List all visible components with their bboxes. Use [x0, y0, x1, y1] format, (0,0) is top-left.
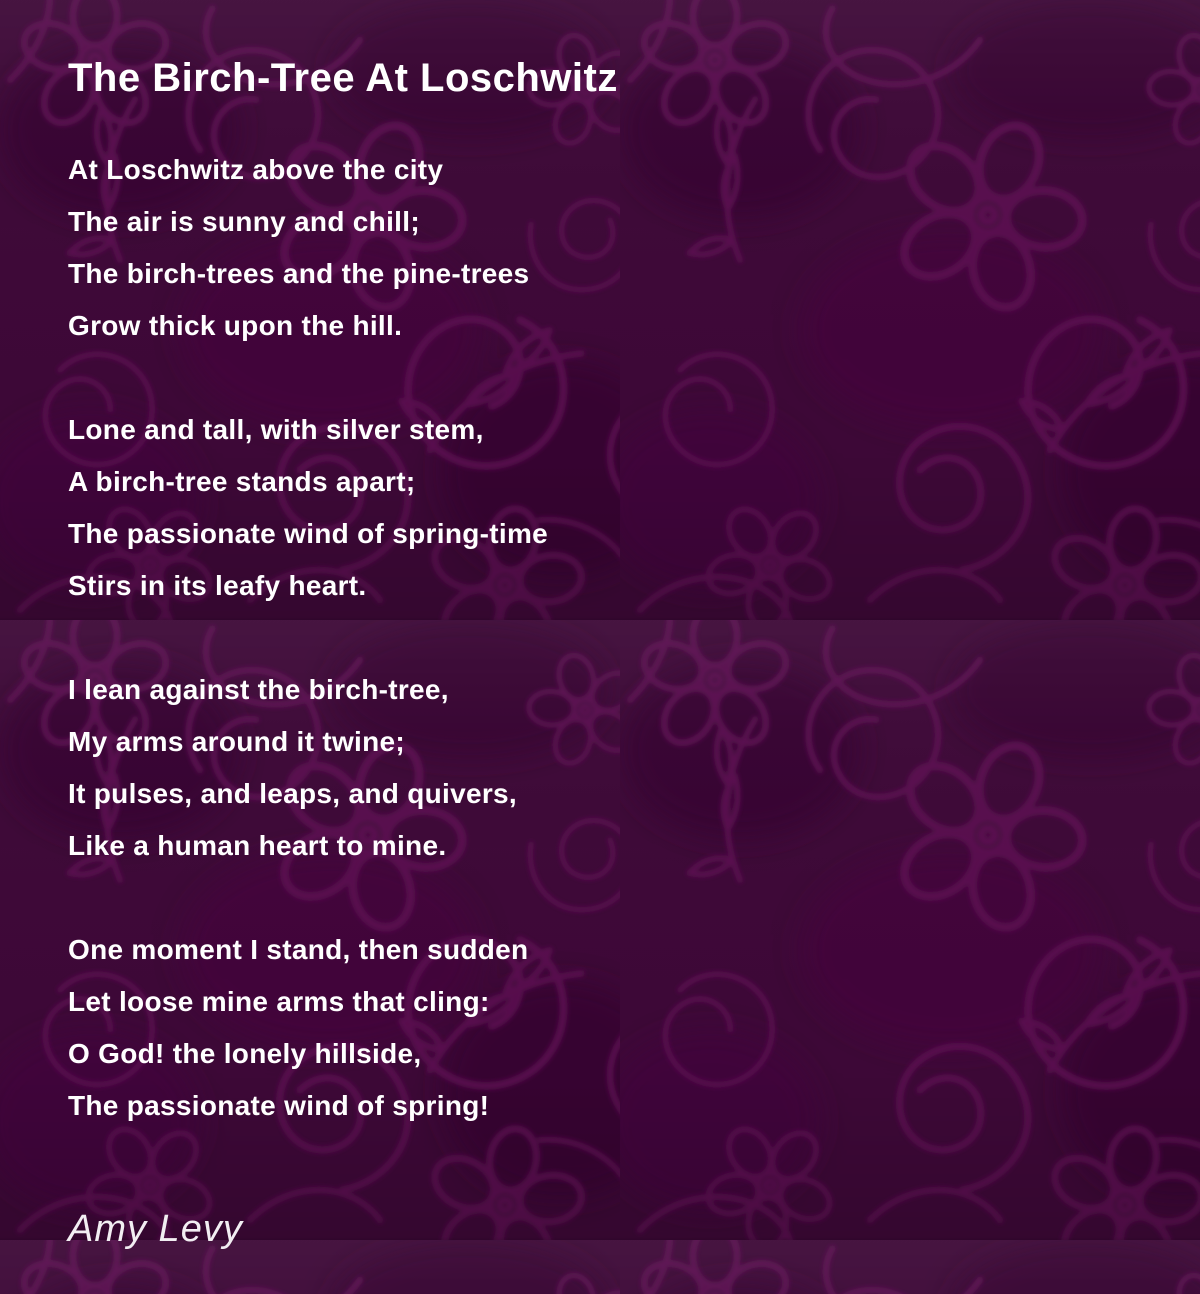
poem-line: Let loose mine arms that cling: [68, 986, 490, 1017]
poem-line: Lone and tall, with silver stem, [68, 414, 484, 445]
poem-line: Grow thick upon the hill. [68, 310, 403, 341]
stanza-4 [68, 924, 1160, 1132]
poem-line: It pulses, and leaps, and quivers, [68, 778, 517, 809]
poem-title: The Birch-Tree At Loschwitz [68, 56, 618, 100]
poem-line: A birch-tree stands apart; [68, 466, 416, 497]
poem-line: Like a human heart to mine. [68, 830, 447, 861]
stanza-1 [68, 144, 1160, 352]
poem-line: The passionate wind of spring! [68, 1090, 490, 1121]
stanza-2 [68, 404, 1160, 612]
poem-line: I lean against the birch-tree, [68, 674, 449, 705]
poem-line: O God! the lonely hillside, [68, 1038, 422, 1069]
poem-line: The birch-trees and the pine-trees [68, 258, 530, 289]
poem-line: My arms around it twine; [68, 726, 406, 757]
poem-line: The air is sunny and chill; [68, 206, 420, 237]
stanza-3 [68, 664, 1160, 872]
poem-line: At Loschwitz above the city [68, 154, 444, 185]
author-signature: Amy Levy [68, 1208, 243, 1250]
poem-line: One moment I stand, then sudden [68, 934, 529, 965]
poem-line: Stirs in its leafy heart. [68, 570, 367, 601]
poem-line: The passionate wind of spring-time [68, 518, 549, 549]
